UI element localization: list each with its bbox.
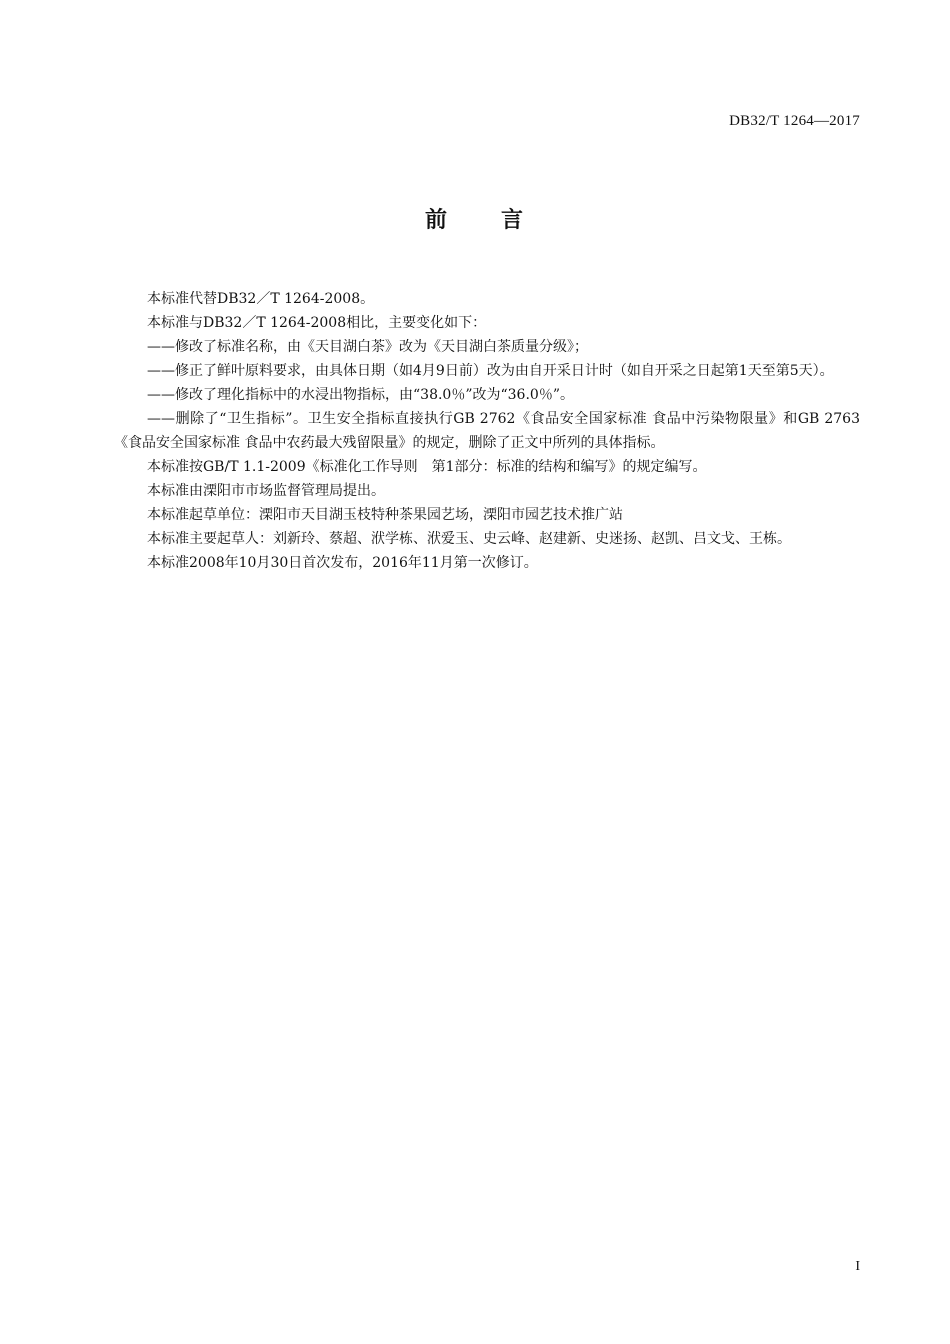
paragraph-change-hygiene: ——删除了“卫生指标”。卫生安全指标直接执行GB 2762《食品安全国家标准 食品中污染物限量》和GB 2763《食品安全国家标准 食品中农药最大残留限量》的规定，删除了正文中所列的具体指标。 xyxy=(114,411,860,451)
standard-code-header: DB32/T 1264—2017 xyxy=(729,113,860,129)
paragraph-drafting-rules: 本标准按GB/T 1.1-2009《标准化工作导则 第1部分：标准的结构和编写》的规定编写。 xyxy=(147,459,707,475)
page-title xyxy=(0,203,950,234)
paragraph-changes-intro: 本标准与DB32／T 1264-2008相比，主要变化如下： xyxy=(147,315,487,331)
paragraph-history: 本标准2008年10月30日首次发布，2016年11月第一次修订。 xyxy=(147,555,538,571)
paragraph-change-name: ——修改了标准名称，由《天目湖白茶》改为《天目湖白茶质量分级》； xyxy=(147,339,588,355)
paragraph-change-leaf: ——修正了鲜叶原料要求，由具体日期（如4月9日前）改为由自开采日计时（如自开采之日起第1天至第5天）。 xyxy=(147,363,834,379)
title-char-2: 言 xyxy=(501,208,526,233)
foreword-body xyxy=(114,287,860,575)
paragraph-replaces: 本标准代替DB32／T 1264-2008。 xyxy=(147,291,375,307)
paragraph-proposer: 本标准由溧阳市市场监督管理局提出。 xyxy=(147,483,385,499)
page-number: I xyxy=(855,1259,860,1274)
paragraph-drafters: 本标准主要起草人：刘新玲、蔡超、洑学栋、洑爱玉、史云峰、赵建新、史迷扬、赵凯、吕文戈、王栋。 xyxy=(147,531,791,547)
paragraph-change-extract: ——修改了理化指标中的水浸出物指标，由“38.0％”改为“36.0％”。 xyxy=(147,387,574,403)
paragraph-drafting-units: 本标准起草单位：溧阳市天目湖玉枝特种茶果园艺场，溧阳市园艺技术推广站 xyxy=(147,507,623,523)
title-char-1: 前 xyxy=(424,208,449,233)
